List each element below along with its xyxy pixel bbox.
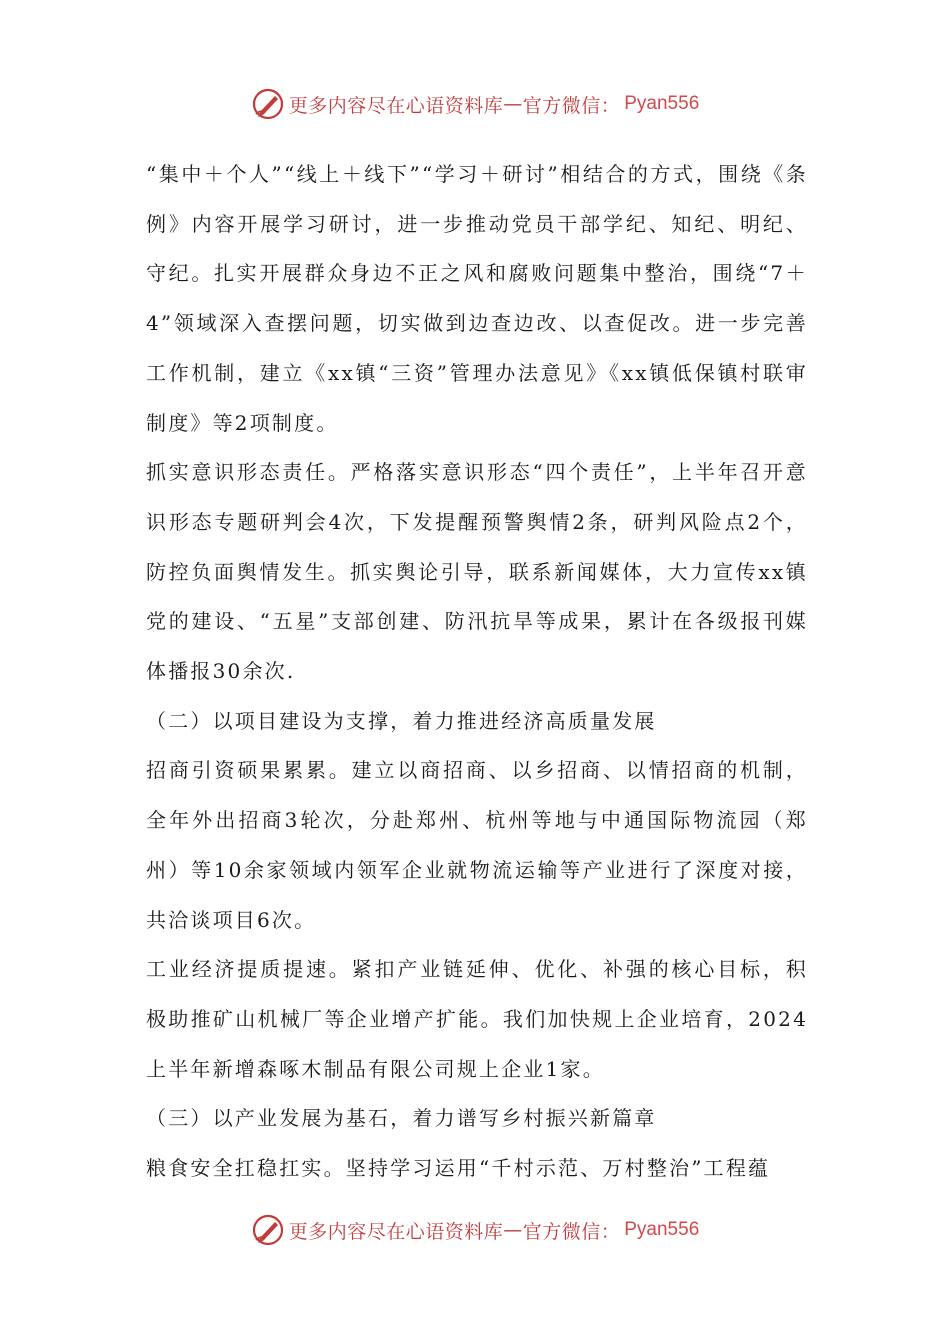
banner-dash: — <box>503 1219 523 1241</box>
banner-wechat-label: 官方微信： <box>522 1220 621 1243</box>
document-body <box>146 150 808 1194</box>
paragraph: 粮食安全扛稳扛实。坚持学习运用“千村示范、万村整治”工程蕴 <box>146 1156 771 1181</box>
pen-logo-icon <box>251 1213 285 1247</box>
section-heading: （三）以产业发展为基石，着力谱写乡村振兴新篇章 <box>146 1106 657 1131</box>
paragraph: 工业经济提质提速。紧扣产业链延伸、优化、补强的核心目标，积极助推矿山机械厂等企业增产扩能。我们加快规上企业培育，2024上半年新增森啄木制品有限公司规上企业1家。 <box>146 957 808 1081</box>
banner-wechat-id: Pyan556 <box>624 93 700 114</box>
section-heading: （二）以项目建设为支撑，着力推进经济高质量发展 <box>146 708 657 733</box>
paragraph: “集中＋个人”“线上＋线下”“学习＋研讨”相结合的方式，围绕《条例》内容开展学习研讨，进一步推动党员干部学纪、知纪、明纪、守纪。扎实开展群众身边不正之风和腐败问题集中整治，围绕“7＋4”领域深入查摆问题，切实做到边查边改、以查促改。进一步完善工作机制，建立《xx镇“三资”管理办法意见》《xx镇低保镇村联审制度》等2项制度。 <box>146 162 808 435</box>
paragraph: 招商引资硕果累累。建立以商招商、以乡招商、以情招商的机制，全年外出招商3轮次，分赴郑州、杭州等地与中通国际物流园（郑州）等10余家领域内领军企业就物流运输等产业进行了深度对接，共洽谈项目6次。 <box>146 758 808 932</box>
header-banner <box>0 84 950 124</box>
footer-banner <box>0 1210 950 1250</box>
banner-wechat-id: Pyan556 <box>624 1219 700 1240</box>
banner-site-text: 更多内容尽在心语资料库 <box>288 1220 504 1243</box>
banner-wechat-label: 官方微信： <box>522 94 621 117</box>
pen-logo-icon <box>251 87 285 121</box>
paragraph: 抓实意识形态责任。严格落实意识形态“四个责任”，上半年召开意识形态专题研判会4次，下发提醒预警舆情2条，研判风险点2个，防控负面舆情发生。抓实舆论引导，联系新闻媒体，大力宣传xx镇党的建设、“五星”支部创建、防汛抗旱等成果，累计在各级报刊媒体播报30余次. <box>146 460 808 684</box>
banner-site-text: 更多内容尽在心语资料库 <box>288 94 504 117</box>
banner-dash: — <box>503 93 523 115</box>
